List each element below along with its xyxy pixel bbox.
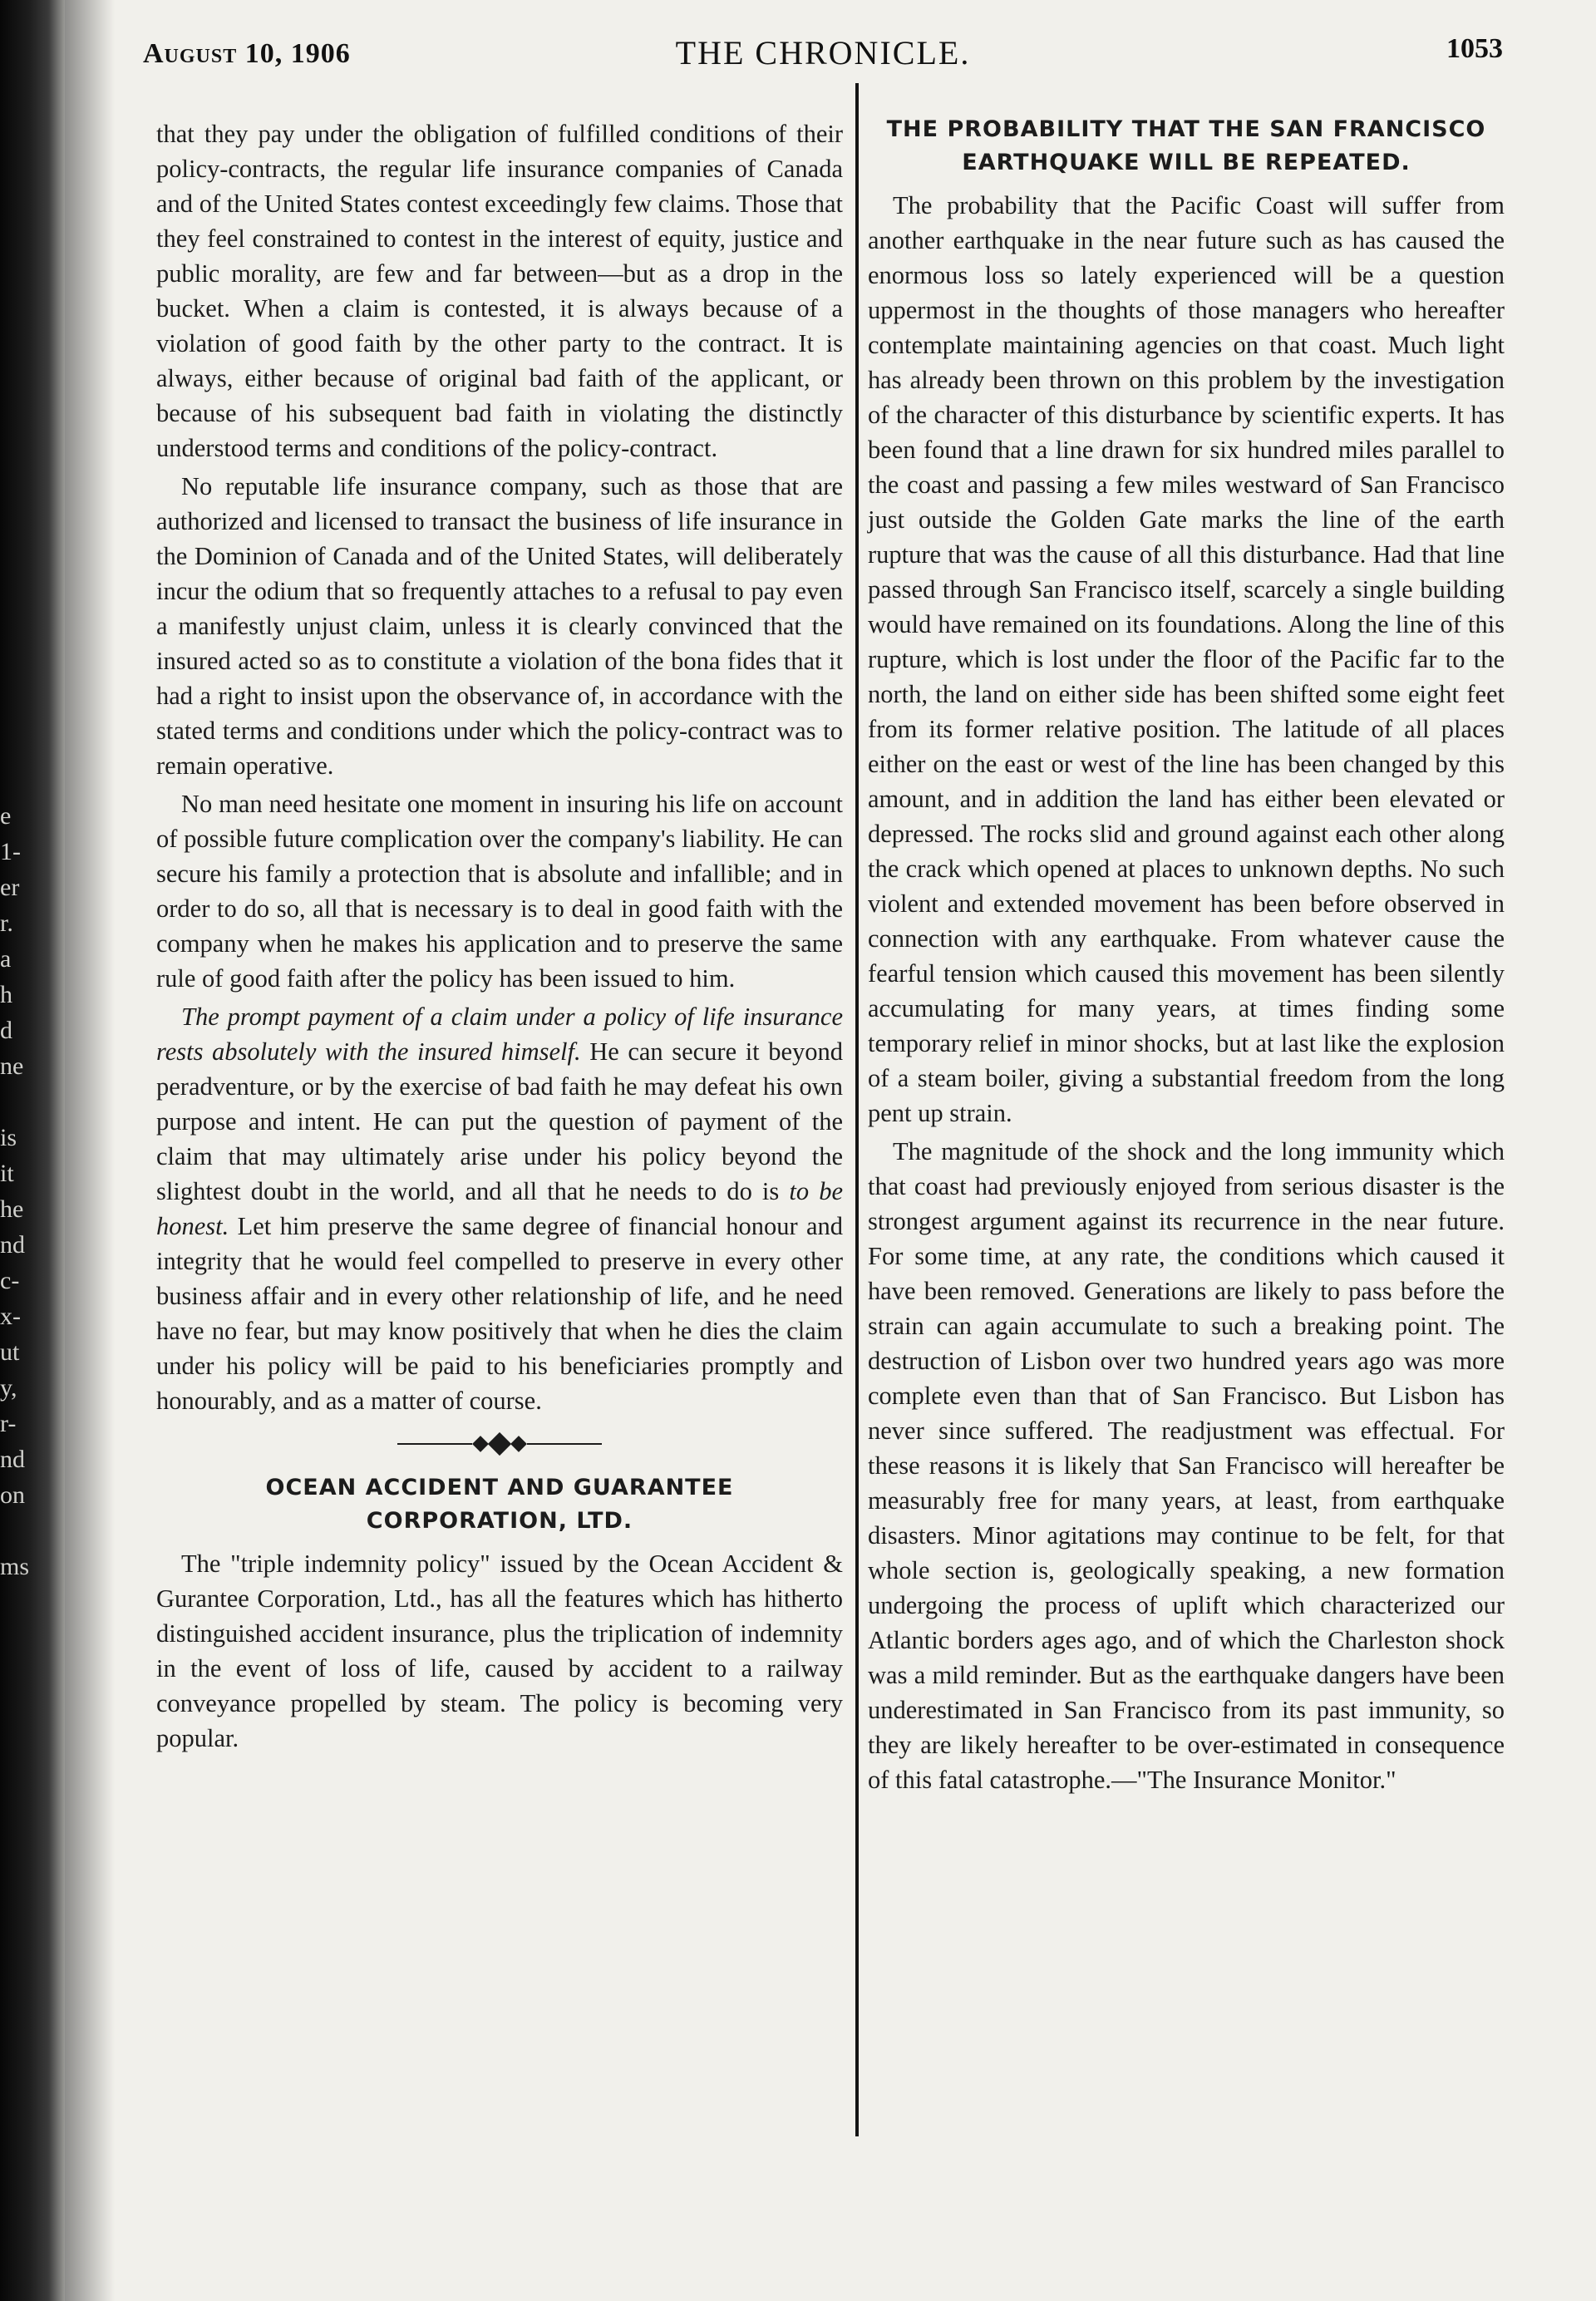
margin-fragment: on bbox=[0, 1481, 25, 1509]
paragraph-text: Let him preserve the same degree of financial honour and integrity that he would feel compelled to preserve in every other business affair and in every other relationship of life, and he need have no fear, but may know positively that when he dies the claim under his policy will be paid to his beneficiaries promptly and honourably, and as a matter of course. bbox=[156, 1212, 843, 1415]
margin-fragment: r- bbox=[0, 1410, 17, 1437]
article-paragraph: No reputable life insurance company, such as those that are authorized and licensed to transact the business of life insurance in the Dominion of Canada and of the United States, will deliberately incur the odium that so frequently attaches to a refusal to pay even a manifestly unjust claim, unless it is clearly convinced that the insured acted so as to constitute a violation of the bona fides that it had a right to insist upon the observance of, in accordance with the stated terms and conditions under which the policy-contract was to remain operative. bbox=[156, 472, 843, 780]
margin-fragment bbox=[0, 1513, 30, 1549]
emphasis-text: to be honest. bbox=[156, 1177, 844, 1240]
margin-fragment: y, bbox=[0, 1374, 17, 1402]
margin-fragment: it bbox=[0, 1160, 14, 1187]
margin-fragment: ms bbox=[0, 1553, 30, 1580]
publication-title: THE CHRONICLE. bbox=[675, 34, 971, 71]
page-header bbox=[143, 23, 1503, 81]
margin-fragment: c- bbox=[0, 1267, 20, 1294]
margin-fragment: e bbox=[0, 802, 12, 830]
right-column bbox=[840, 116, 1505, 1797]
margin-fragment: r. bbox=[0, 909, 13, 937]
emphasis-text: The prompt payment of a claim under a policy of life insurance rests absolutely with the insured himself. bbox=[156, 1003, 843, 1066]
previous-page-margin bbox=[0, 798, 30, 1584]
margin-fragment: a bbox=[0, 945, 12, 973]
margin-fragment: ut bbox=[0, 1338, 20, 1366]
heading-line: OCEAN ACCIDENT AND GUARANTEE bbox=[265, 1475, 734, 1500]
margin-fragment: ne bbox=[0, 1052, 24, 1080]
margin-fragment: d bbox=[0, 1017, 12, 1044]
article-paragraph bbox=[156, 999, 843, 1418]
margin-fragment: er bbox=[0, 874, 20, 901]
margin-fragment: h bbox=[0, 981, 12, 1008]
margin-fragment bbox=[0, 1084, 30, 1120]
margin-fragment: x- bbox=[0, 1303, 21, 1330]
article-heading bbox=[156, 1471, 843, 1538]
heading-line: CORPORATION, LTD. bbox=[366, 1508, 633, 1534]
margin-fragment: 1- bbox=[0, 838, 21, 865]
article-paragraph: No man need hesitate one moment in insuring his life on account of possible future complication over the company's liability. He can secure his family a protection that is absolute and infallible; and in order to do so, all that is necessary is to deal in good faith with the company when he makes his application and to preserve the same rule of good faith after the policy has been issued to him. bbox=[156, 790, 843, 993]
margin-fragment: nd bbox=[0, 1231, 25, 1259]
binding-edge-shadow bbox=[65, 0, 115, 2301]
heading-line: EARTHQUAKE WILL BE REPEATED. bbox=[962, 150, 1411, 175]
article-heading bbox=[868, 113, 1505, 180]
margin-fragment: nd bbox=[0, 1446, 25, 1473]
article-paragraph: The magnitude of the shock and the long immunity which that coast had previously enjoyed from serious disaster is the strongest argument against its recurrence in the near future. For some time, at any rate, the conditions which caused it have been removed. Generations are likely to pass before the strain can again accumulate to such a breaking point. The destruction of Lisbon over two hundred years ago was more complete even than that of San Francisco. But Lisbon has never since suffered. The readjustment was effectual. For these reasons it is likely that San Francisco will hereafter be measurably free for many years, at least, from earthquake disasters. Minor agitations may continue to be felt, for that whole section is, geologically speaking, a new formation undergoing the process of uplift which characterized our Atlantic borders ages ago, and of which the Charleston shock was a mild reminder. But as the earthquake dangers have been underestimated in San Francisco from its past immunity, so they are likely hereafter to be over-estimated in consequence of this fatal catastrophe.—"The Insurance Monitor." bbox=[868, 1137, 1505, 1794]
article-paragraph: that they pay under the obligation of fulfilled conditions of their policy-contracts, the regular life insurance companies of Canada and of the United States contest exceedingly few claims. Those that they feel constrained to contest in the interest of equity, justice and public morality, are few and far between—but as a drop in the bucket. When a claim is contested, it is always because of a violation of good faith by the other party to the contract. It is always, either because of original bad faith of the applicant, or because of his subsequent bad faith in violating the distinctly understood terms and conditions of the policy-contract. bbox=[156, 120, 843, 462]
issue-date: August 10, 1906 bbox=[143, 38, 351, 69]
article-paragraph: The "triple indemnity policy" issued by the Ocean Accident & Gurantee Corporation, Ltd., has all the features which has hitherto distinguished accident insurance, plus the triplication of indemnity in the event of loss of life, caused by accident to a railway conveyance propelled by steam. The policy is becoming very popular. bbox=[156, 1550, 843, 1752]
margin-fragment: he bbox=[0, 1195, 24, 1223]
paragraph-text: He can secure it beyond peradventure, or by the exercise of bad faith he may defeat his own purpose and intent. He can put the question of payment of the claim that may ultimately arise under his policy beyond the slightest doubt in the world, and all that he needs to do is bbox=[156, 1037, 843, 1205]
margin-fragment: is bbox=[0, 1124, 17, 1151]
heading-line: THE PROBABILITY THAT THE SAN FRANCISCO bbox=[886, 116, 1486, 142]
section-divider bbox=[156, 1433, 843, 1455]
left-column bbox=[156, 116, 843, 1756]
article-paragraph: The probability that the Pacific Coast will suffer from another earthquake in the near future such as has caused the enormous loss so lately experienced will be a question uppermost in the thoughts of those managers who hereafter contemplate maintaining agencies on that coast. Much light has already been thrown on this problem by the investigation of the character of this disturbance by scientific experts. It has been found that a line drawn for six hundred miles parallel to the coast and passing a few miles westward of San Francisco just outside the Golden Gate marks the line of the earth rupture that was the cause of all this disturbance. Had that line passed through San Francisco itself, scarcely a single building would have remained on its foundations. Along the line of this rupture, which is lost under the floor of the Pacific far to the north, the land on either side has been shifted some eight feet from its former relative position. The latitude of all places either on the east or west of the line has been changed by this amount, and in addition the land has either been elevated or depressed. The rocks slid and ground against each other along the crack which opened at places to unknown depths. No such violent and extended movement has been before observed in connection with any earthquake. From whatever cause the fearful tension which caused this movement has been silently accumulating for many years, at times finding some temporary relief in minor shocks, but at last like the explosion of a steam boiler, giving a substantial freedom from the long pent up strain. bbox=[868, 191, 1505, 1127]
page-number: 1053 bbox=[1446, 33, 1503, 64]
